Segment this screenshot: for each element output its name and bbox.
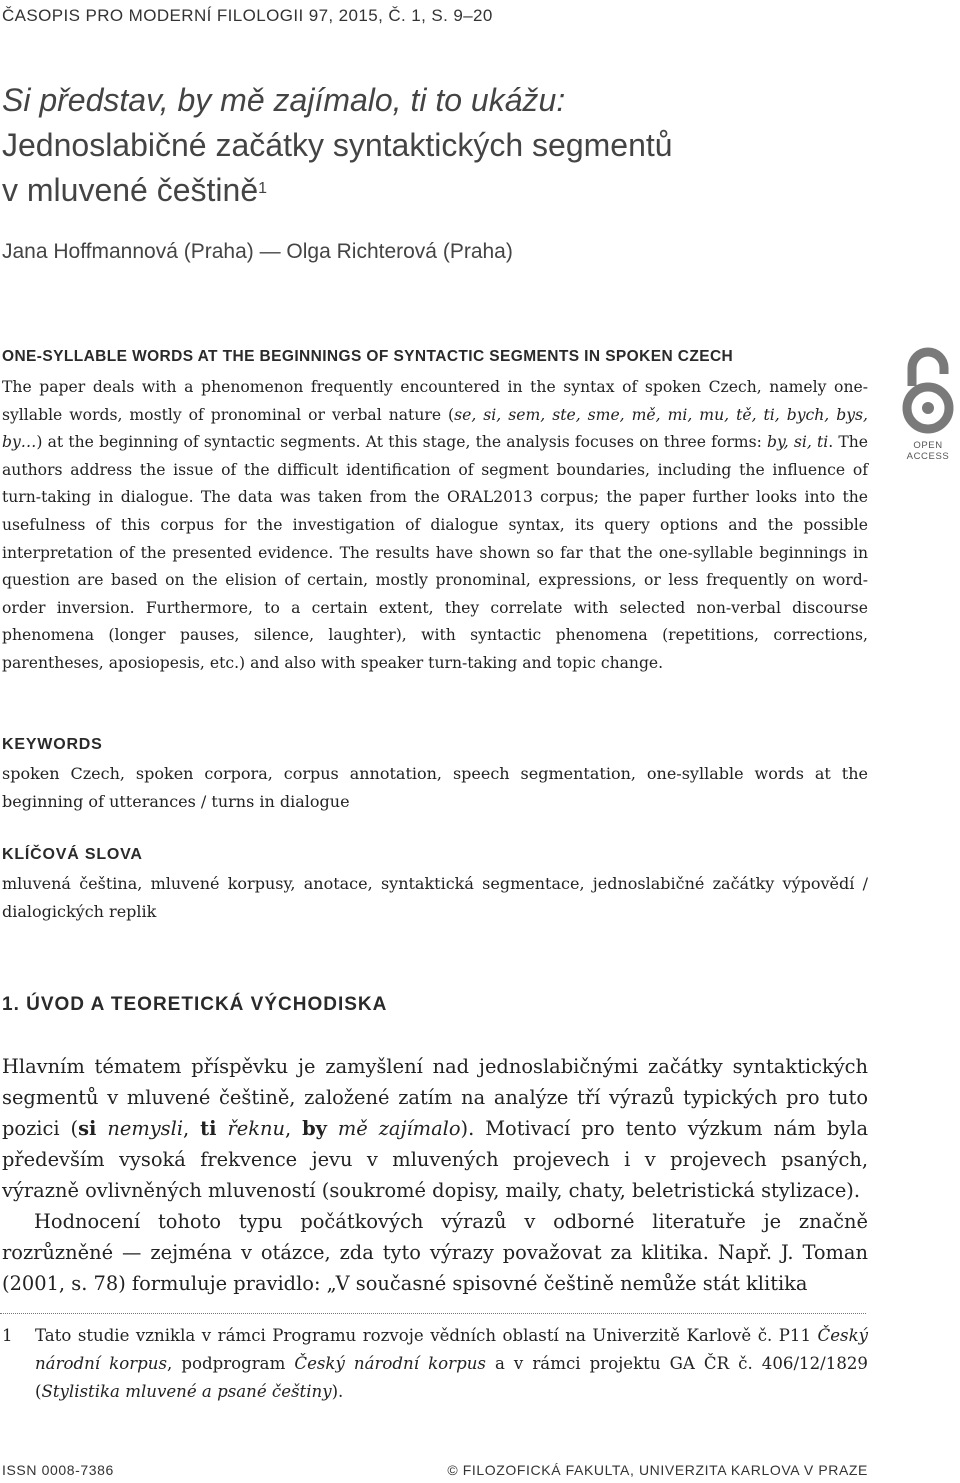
- author-line: Jana Hoffmannová (Praha) — Olga Richterová (Praha): [2, 240, 513, 263]
- abstract-forms: by, si, ti: [767, 433, 829, 452]
- fn-italic-1: Český národní korpus: [35, 1326, 868, 1373]
- fn-part-b: , podprogram: [167, 1354, 295, 1373]
- fn-part-a: Tato studie vznikla v rámci Programu rozvoje vědních oblastí na Univerzitě Karlově č. P11: [35, 1326, 818, 1345]
- abstract-text: [2, 374, 868, 678]
- body-text: [2, 1051, 868, 1299]
- abstract-part-2: ) at the beginning of syntactic segments. At this stage, the analysis focuses on three forms:: [36, 433, 767, 452]
- body-paragraph-2: Hodnocení tohoto typu počátkových výrazů v odborné literatuře je značně rozrůzněné — zejména v otázce, zda tyto výrazy považovat za klitika. Např. J. Toman (2001, s. 78) formuluje pravidlo: „V současné spisovné češtině nemůže stát klitika: [2, 1210, 868, 1295]
- klicova-slova-heading: KLÍČOVÁ SLOVA: [2, 846, 143, 863]
- klicova-slova-text: mluvená čeština, mluvené korpusy, anotace, syntaktická segmentace, jednoslabičné začátky výpovědí / dialogických replik: [2, 874, 868, 921]
- footnote-number: 1: [2, 1326, 13, 1345]
- title-line-3-text: v mluvené češtině: [2, 172, 259, 208]
- example-sep-1: ,: [183, 1117, 201, 1140]
- title-line-3: [2, 168, 882, 213]
- open-access-badge: [893, 346, 960, 462]
- footer-publisher: © FILOZOFICKÁ FAKULTA, UNIVERZITA KARLOVA V PRAZE: [447, 1462, 868, 1478]
- section-heading: 1. ÚVOD A TEORETICKÁ VÝCHODISKA: [2, 994, 388, 1015]
- fn-italic-2: Český národní korpus: [294, 1354, 486, 1373]
- article-title: [2, 78, 882, 213]
- example-2-bold: ti: [200, 1117, 217, 1140]
- fn-part-d: ).: [331, 1382, 344, 1401]
- keywords-heading: KEYWORDS: [2, 736, 103, 753]
- open-access-label: OPEN ACCESS: [906, 440, 950, 462]
- example-3-italic: mě zajímalo: [326, 1117, 461, 1140]
- abstract-part-1: The paper deals with a phenomenon frequently encountered in the syntax of spoken Czech, namely one-syllable words, mostly of pronominal or verbal nature (: [2, 378, 868, 424]
- p1-start: Hlavním tématem příspěvku je zamyšlení nad jednoslabičnými začátky syntaktických segmentů v mluvené češtině, založené zatím na analýze tří výrazů typických pro tuto pozici (: [2, 1055, 868, 1140]
- abstract-part-3: . The authors address the issue of the difficult identification of segment boundaries, including the influence of turn-taking in dialogue. The data was taken from the ORAL2013 corpus; the paper further looks into the usefulness of this corpus for the investigation of dialogue syntax, its query options and the possible interpretation of the presented evidence. The results have shown so far that the one-syllable beginnings in question are based on the elision of certain, mostly pronominal, expressions, or less frequently on word-order inversion. Furthermore, to a certain extent, they correlate with selected non-verbal discourse phenomena (longer pauses, silence, laughter), with syntactic phenomena (repetitions, corrections, parentheses, aposiopesis, etc.) and also with speaker turn-taking and topic change.: [2, 433, 869, 672]
- example-1-bold: si: [78, 1117, 97, 1140]
- title-footnote-mark[interactable]: 1: [258, 180, 268, 197]
- example-3-bold: by: [302, 1117, 327, 1140]
- example-1-italic: nemysli: [96, 1117, 184, 1140]
- footer-issn: ISSN 0008-7386: [2, 1462, 114, 1478]
- open-access-icon: [899, 346, 957, 434]
- journal-citation: ČASOPIS PRO MODERNÍ FILOLOGII 97, 2015, Č. 1, S. 9–20: [2, 6, 493, 25]
- fn-part-c: a v rámci projektu GA ČR č. 406/12/1829 (: [35, 1354, 868, 1401]
- body-paragraph-1: [2, 1051, 868, 1206]
- footnote: [2, 1322, 868, 1406]
- keywords-text: spoken Czech, spoken corpora, corpus annotation, speech segmentation, one-syllable words at the beginning of utterances / turns in dialogue: [2, 764, 868, 811]
- footnote-divider: [0, 1313, 866, 1314]
- abstract-heading: ONE-SYLLABLE WORDS AT THE BEGINNINGS OF SYNTACTIC SEGMENTS IN SPOKEN CZECH: [2, 348, 734, 365]
- abstract-examples: se, si, sem, ste, sme, mě, mi, mu, tě, ti, bych, bys, by…: [2, 405, 868, 452]
- fn-italic-3: Stylistika mluvené a psané češtiny: [41, 1382, 332, 1401]
- title-line-1: Si představ, by mě zajímalo, ti to ukážu:: [2, 82, 566, 118]
- example-sep-2: ,: [284, 1117, 303, 1140]
- title-line-2: Jednoslabičné začátky syntaktických segmentů: [2, 127, 673, 163]
- p1-end: ). Motivací pro tento výzkum nám byla především vysoká frekvence jevu v mluvených projevech i v projevech psaných, výrazně ovlivněných mluveností (soukromé dopisy, maily, chaty, beletristická stylizace).: [2, 1117, 869, 1202]
- footnote-text: [35, 1322, 868, 1406]
- example-2-italic: řeknu: [216, 1117, 285, 1140]
